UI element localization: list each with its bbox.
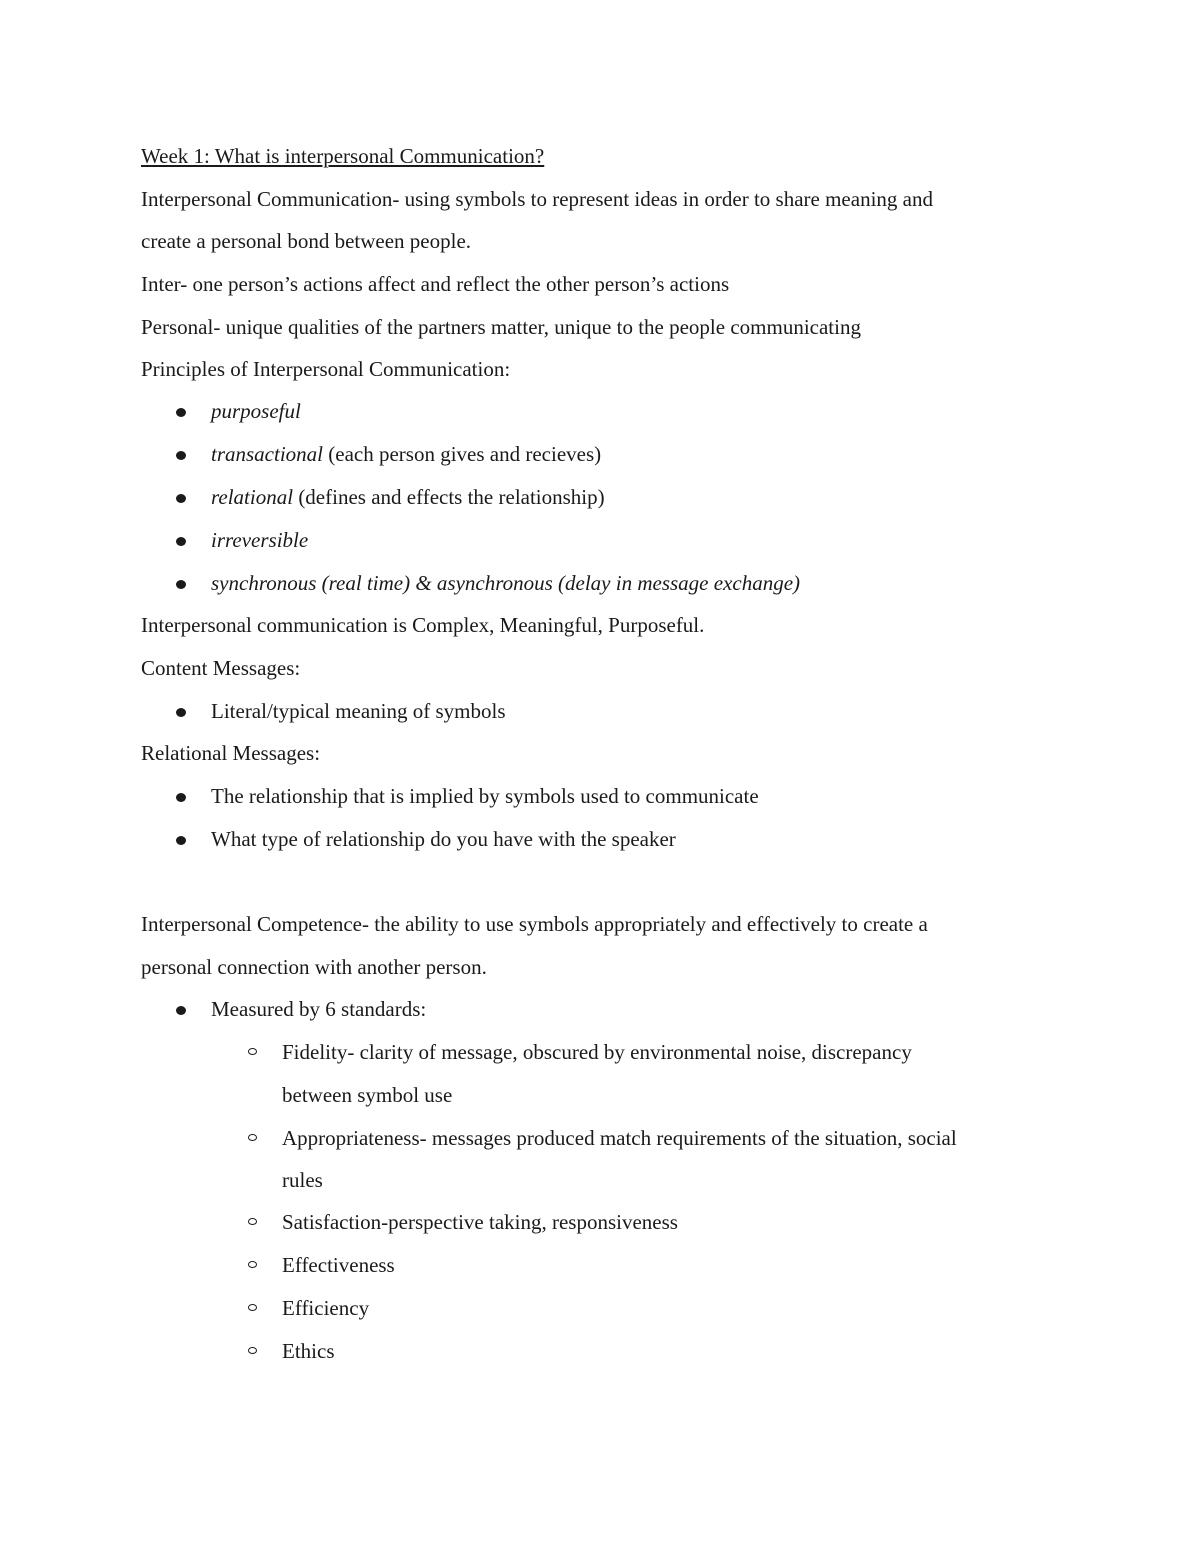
personal-definition: Personal- unique qualities of the partners matter, unique to the people communicating	[141, 315, 861, 339]
standard-item-continued: rules	[282, 1168, 323, 1192]
list-item: The relationship that is implied by symbols used to communicate	[211, 784, 759, 808]
bullet-icon	[176, 1006, 186, 1015]
principle-item	[211, 440, 601, 468]
definition-text-continued: create a personal bond between people.	[141, 229, 472, 253]
principle-item	[211, 397, 301, 425]
standard-item: Efficiency	[282, 1296, 370, 1320]
bullet-icon	[176, 494, 186, 503]
principle-item	[211, 483, 605, 511]
principle-term: purposeful	[211, 399, 301, 423]
inter-definition: Inter- one person’s actions affect and reflect the other person’s actions	[141, 272, 730, 296]
principle-note: (each person gives and recieves)	[323, 442, 602, 466]
circle-bullet-icon	[248, 1048, 257, 1055]
standard-item-continued: between symbol use	[282, 1083, 453, 1107]
bullet-icon	[176, 408, 186, 417]
circle-bullet-icon	[248, 1134, 257, 1141]
list-item: What type of relationship do you have with the speaker	[211, 827, 676, 851]
list-item: Literal/typical meaning of symbols	[211, 699, 506, 723]
competence-definition: Interpersonal Competence- the ability to use symbols appropriately and effectively to create a	[141, 912, 928, 936]
standard-item: Satisfaction-perspective taking, responsiveness	[282, 1210, 678, 1234]
competence-definition-continued: personal connection with another person.	[141, 955, 487, 979]
standard-item: Ethics	[282, 1339, 335, 1363]
principle-term: transactional	[211, 442, 324, 466]
bullet-icon	[176, 451, 186, 460]
page-title: Week 1: What is interpersonal Communication?	[141, 144, 545, 168]
standard-item: Appropriateness- messages produced match requirements of the situation, social	[282, 1126, 957, 1150]
content-messages-heading: Content Messages:	[141, 656, 301, 680]
summary-text: Interpersonal communication is Complex, Meaningful, Purposeful.	[141, 613, 705, 637]
bullet-icon	[176, 580, 186, 589]
principle-item	[211, 526, 308, 554]
standard-item: Effectiveness	[282, 1253, 395, 1277]
principle-term: synchronous (real time) & asynchronous (delay in message exchange)	[211, 571, 801, 595]
definition-text: Interpersonal Communication- using symbols to represent ideas in order to share meaning and	[141, 187, 933, 211]
bullet-icon	[176, 537, 186, 546]
bullet-icon	[176, 836, 186, 845]
bullet-icon	[176, 708, 186, 717]
principle-term: relational	[211, 485, 294, 509]
principle-item	[211, 569, 800, 597]
circle-bullet-icon	[248, 1347, 257, 1354]
principles-heading: Principles of Interpersonal Communication:	[141, 357, 511, 381]
standard-item: Fidelity- clarity of message, obscured by environmental noise, discrepancy	[282, 1040, 912, 1064]
circle-bullet-icon	[248, 1304, 257, 1311]
circle-bullet-icon	[248, 1261, 257, 1268]
principle-term: irreversible	[211, 528, 309, 552]
bullet-icon	[176, 793, 186, 802]
principle-note: (defines and effects the relationship)	[293, 485, 605, 509]
standards-heading: Measured by 6 standards:	[211, 997, 427, 1021]
relational-messages-heading: Relational Messages:	[141, 741, 321, 765]
circle-bullet-icon	[248, 1218, 257, 1225]
